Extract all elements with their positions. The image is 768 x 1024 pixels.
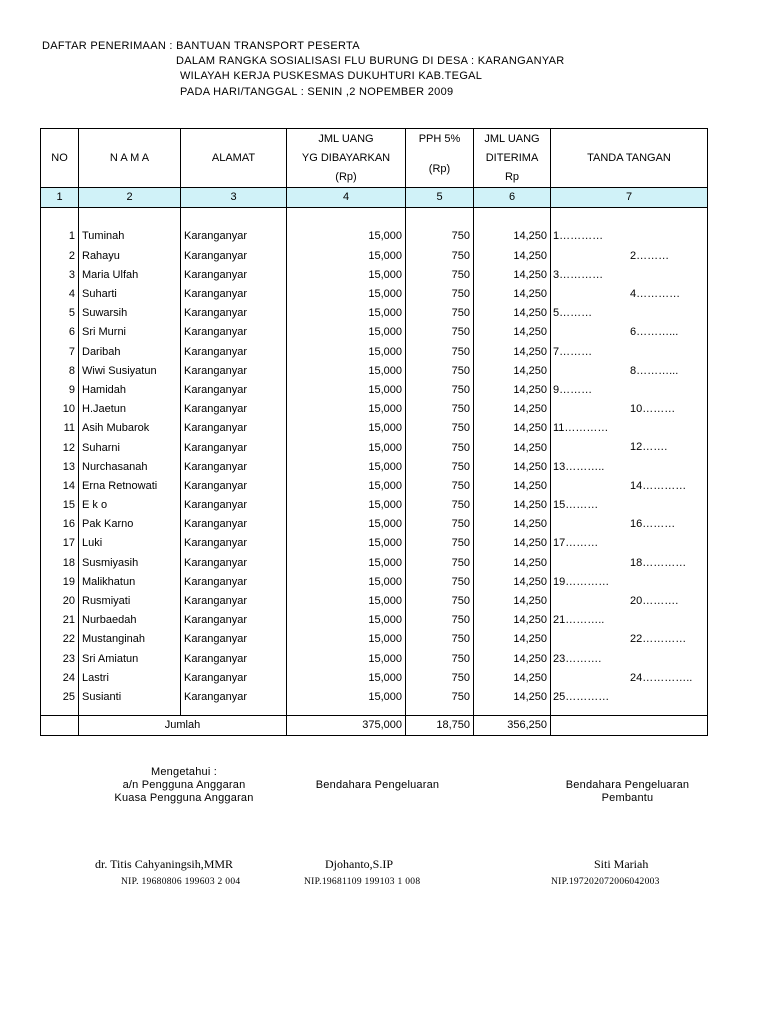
sig-middle-line1: Bendahara Pengeluaran bbox=[315, 779, 440, 791]
cell-pph: 750 bbox=[406, 362, 474, 381]
total-diterima: 356,250 bbox=[474, 716, 551, 736]
cell-no: 18 bbox=[41, 554, 79, 573]
cell-jml: 15,000 bbox=[287, 554, 406, 573]
cell-no: 19 bbox=[41, 573, 79, 592]
signature-slot-right: 22………… bbox=[630, 633, 687, 646]
cell-jml: 15,000 bbox=[287, 285, 406, 304]
cell-jml: 15,000 bbox=[287, 247, 406, 266]
col-header-no: NO bbox=[41, 129, 79, 188]
cell-pph: 750 bbox=[406, 496, 474, 515]
table-row bbox=[41, 669, 708, 688]
cell-pph: 750 bbox=[406, 630, 474, 649]
cell-pph: 750 bbox=[406, 515, 474, 534]
cell-pph: 750 bbox=[406, 400, 474, 419]
cell-pph: 750 bbox=[406, 611, 474, 630]
header-line-4: PADA HARI/TANGGAL : SENIN ,2 NOPEMBER 2009 bbox=[180, 86, 454, 98]
cell-signature bbox=[551, 592, 708, 611]
cell-signature bbox=[551, 534, 708, 553]
cell-no: 8 bbox=[41, 362, 79, 381]
signature-slot-left: 23………. bbox=[553, 652, 602, 665]
cell-diterima: 14,250 bbox=[474, 496, 551, 515]
signature-slot-right: 6………... bbox=[630, 326, 679, 339]
cell-diterima: 14,250 bbox=[474, 592, 551, 611]
cell-pph: 750 bbox=[406, 534, 474, 553]
cell-alamat: Karanganyar bbox=[181, 592, 287, 611]
signature-left-block bbox=[95, 766, 273, 805]
cell-no: 9 bbox=[41, 381, 79, 400]
cell-jml: 15,000 bbox=[287, 381, 406, 400]
spacer-row bbox=[41, 208, 708, 228]
cell-jml: 15,000 bbox=[287, 419, 406, 438]
cell-signature bbox=[551, 381, 708, 400]
cell-diterima: 14,250 bbox=[474, 343, 551, 362]
signature-slot-right: 10……… bbox=[630, 403, 676, 416]
table-body bbox=[41, 208, 708, 716]
cell-alamat: Karanganyar bbox=[181, 419, 287, 438]
cell-signature bbox=[551, 266, 708, 285]
cell-pph: 750 bbox=[406, 688, 474, 707]
cell-signature bbox=[551, 669, 708, 688]
cell-no: 10 bbox=[41, 400, 79, 419]
cell-signature bbox=[551, 458, 708, 477]
cell-jml: 15,000 bbox=[287, 458, 406, 477]
cell-nama: Luki bbox=[79, 534, 181, 553]
cell-nama: Wiwi Susiyatun bbox=[79, 362, 181, 381]
table-row bbox=[41, 266, 708, 285]
cell-diterima: 14,250 bbox=[474, 438, 551, 457]
column-number-row bbox=[41, 188, 708, 208]
cell-diterima: 14,250 bbox=[474, 247, 551, 266]
cell-alamat: Karanganyar bbox=[181, 285, 287, 304]
cell-signature bbox=[551, 477, 708, 496]
cell-signature bbox=[551, 554, 708, 573]
cell-signature bbox=[551, 438, 708, 457]
col-header-nama: N A M A bbox=[79, 129, 181, 188]
table-row bbox=[41, 419, 708, 438]
table-row bbox=[41, 323, 708, 342]
table-row bbox=[41, 362, 708, 381]
cell-signature bbox=[551, 362, 708, 381]
cell-nama: Susmiyasih bbox=[79, 554, 181, 573]
cell-diterima: 14,250 bbox=[474, 266, 551, 285]
cell-alamat: Karanganyar bbox=[181, 669, 287, 688]
signature-slot-left: 21……….. bbox=[553, 614, 605, 627]
signature-slot-right: 4………… bbox=[630, 287, 681, 300]
cell-no: 11 bbox=[41, 419, 79, 438]
cell-alamat: Karanganyar bbox=[181, 458, 287, 477]
signature-slot-left: 19………… bbox=[553, 575, 610, 588]
signature-slot-right: 16……… bbox=[630, 518, 676, 531]
signature-slot-right: 24………….. bbox=[630, 671, 693, 684]
cell-diterima: 14,250 bbox=[474, 515, 551, 534]
col-header-diterima-l1: JML UANG bbox=[484, 133, 540, 145]
cell-signature bbox=[551, 650, 708, 669]
cell-no: 16 bbox=[41, 515, 79, 534]
cell-jml: 15,000 bbox=[287, 266, 406, 285]
cell-signature bbox=[551, 496, 708, 515]
table-row bbox=[41, 477, 708, 496]
cell-nama: Asih Mubarok bbox=[79, 419, 181, 438]
col-number: 4 bbox=[287, 188, 406, 208]
cell-no: 3 bbox=[41, 266, 79, 285]
cell-signature bbox=[551, 304, 708, 323]
sig-right-name: Siti Mariah bbox=[594, 857, 649, 871]
cell-alamat: Karanganyar bbox=[181, 266, 287, 285]
cell-nama: Mustanginah bbox=[79, 630, 181, 649]
table-row bbox=[41, 592, 708, 611]
cell-no: 7 bbox=[41, 343, 79, 362]
cell-alamat: Karanganyar bbox=[181, 343, 287, 362]
signature-slot-right: 20………. bbox=[630, 594, 679, 607]
cell-nama: Nurchasanah bbox=[79, 458, 181, 477]
table-header-row bbox=[41, 129, 708, 188]
col-header-diterima bbox=[474, 129, 551, 188]
cell-nama: Daribah bbox=[79, 343, 181, 362]
cell-alamat: Karanganyar bbox=[181, 247, 287, 266]
signature-slot-left: 17……… bbox=[553, 537, 599, 550]
signature-middle-block bbox=[300, 779, 455, 792]
table-row bbox=[41, 304, 708, 323]
cell-jml: 15,000 bbox=[287, 630, 406, 649]
cell-diterima: 14,250 bbox=[474, 477, 551, 496]
cell-diterima: 14,250 bbox=[474, 227, 551, 246]
cell-diterima: 14,250 bbox=[474, 611, 551, 630]
cell-no: 21 bbox=[41, 611, 79, 630]
table-row bbox=[41, 573, 708, 592]
cell-alamat: Karanganyar bbox=[181, 534, 287, 553]
total-ttd bbox=[551, 716, 708, 736]
cell-alamat: Karanganyar bbox=[181, 400, 287, 419]
table-row bbox=[41, 458, 708, 477]
sig-middle-nip: NIP.19681109 199103 1 008 bbox=[304, 877, 421, 887]
cell-no: 4 bbox=[41, 285, 79, 304]
cell-jml: 15,000 bbox=[287, 669, 406, 688]
signature-slot-left: 3………… bbox=[553, 268, 604, 281]
cell-diterima: 14,250 bbox=[474, 630, 551, 649]
cell-diterima: 14,250 bbox=[474, 554, 551, 573]
sig-left-line1: Mengetahui : bbox=[151, 766, 217, 778]
cell-nama: Hamidah bbox=[79, 381, 181, 400]
cell-diterima: 14,250 bbox=[474, 381, 551, 400]
table-row bbox=[41, 381, 708, 400]
cell-diterima: 14,250 bbox=[474, 458, 551, 477]
cell-pph: 750 bbox=[406, 381, 474, 400]
cell-signature bbox=[551, 400, 708, 419]
cell-jml: 15,000 bbox=[287, 496, 406, 515]
signature-slot-left: 7……… bbox=[553, 345, 593, 358]
cell-pph: 750 bbox=[406, 573, 474, 592]
cell-nama: Suharti bbox=[79, 285, 181, 304]
cell-pph: 750 bbox=[406, 227, 474, 246]
cell-jml: 15,000 bbox=[287, 438, 406, 457]
cell-diterima: 14,250 bbox=[474, 304, 551, 323]
cell-signature bbox=[551, 419, 708, 438]
table-row bbox=[41, 343, 708, 362]
signature-slot-left: 9……… bbox=[553, 383, 593, 396]
signature-slot-left: 11………… bbox=[553, 422, 609, 435]
signature-slot-left: 1………… bbox=[553, 230, 604, 243]
cell-pph: 750 bbox=[406, 650, 474, 669]
sig-right-line1: Bendahara Pengeluaran bbox=[565, 779, 690, 791]
col-number: 2 bbox=[79, 188, 181, 208]
cell-nama: Susianti bbox=[79, 688, 181, 707]
col-header-pph-l1: PPH 5% bbox=[418, 133, 461, 145]
cell-jml: 15,000 bbox=[287, 227, 406, 246]
cell-signature bbox=[551, 611, 708, 630]
cell-signature bbox=[551, 285, 708, 304]
cell-nama: Sri Amiatun bbox=[79, 650, 181, 669]
cell-pph: 750 bbox=[406, 304, 474, 323]
cell-diterima: 14,250 bbox=[474, 669, 551, 688]
cell-nama: Nurbaedah bbox=[79, 611, 181, 630]
cell-signature bbox=[551, 630, 708, 649]
table-row bbox=[41, 554, 708, 573]
table-row bbox=[41, 688, 708, 707]
cell-jml: 15,000 bbox=[287, 611, 406, 630]
cell-alamat: Karanganyar bbox=[181, 362, 287, 381]
cell-jml: 15,000 bbox=[287, 534, 406, 553]
col-header-jml-uang-l3: (Rp) bbox=[335, 171, 357, 183]
signature-slot-right: 2……… bbox=[630, 249, 670, 262]
col-header-diterima-l3: Rp bbox=[504, 171, 520, 183]
cell-nama: Sri Murni bbox=[79, 323, 181, 342]
table-row bbox=[41, 611, 708, 630]
total-jml: 375,000 bbox=[287, 716, 406, 736]
cell-diterima: 14,250 bbox=[474, 285, 551, 304]
cell-no: 2 bbox=[41, 247, 79, 266]
cell-pph: 750 bbox=[406, 592, 474, 611]
col-number: 5 bbox=[406, 188, 474, 208]
cell-jml: 15,000 bbox=[287, 304, 406, 323]
cell-no: 20 bbox=[41, 592, 79, 611]
col-header-jml-uang bbox=[287, 129, 406, 188]
table-row bbox=[41, 630, 708, 649]
cell-jml: 15,000 bbox=[287, 400, 406, 419]
cell-no: 22 bbox=[41, 630, 79, 649]
col-header-pph bbox=[406, 129, 474, 188]
table-row bbox=[41, 650, 708, 669]
cell-nama: E k o bbox=[79, 496, 181, 515]
cell-jml: 15,000 bbox=[287, 515, 406, 534]
cell-no: 25 bbox=[41, 688, 79, 707]
cell-pph: 750 bbox=[406, 458, 474, 477]
cell-pph: 750 bbox=[406, 247, 474, 266]
cell-pph: 750 bbox=[406, 419, 474, 438]
total-label: Jumlah bbox=[79, 716, 287, 736]
cell-jml: 15,000 bbox=[287, 343, 406, 362]
cell-jml: 15,000 bbox=[287, 592, 406, 611]
cell-alamat: Karanganyar bbox=[181, 496, 287, 515]
table-row bbox=[41, 400, 708, 419]
cell-alamat: Karanganyar bbox=[181, 381, 287, 400]
cell-pph: 750 bbox=[406, 477, 474, 496]
cell-jml: 15,000 bbox=[287, 688, 406, 707]
total-pph: 18,750 bbox=[406, 716, 474, 736]
col-header-ttd: TANDA TANGAN bbox=[551, 129, 708, 188]
cell-jml: 15,000 bbox=[287, 477, 406, 496]
signature-slot-left: 15……… bbox=[553, 499, 599, 511]
cell-alamat: Karanganyar bbox=[181, 688, 287, 707]
sig-left-nip: NIP. 19680806 199603 2 004 bbox=[121, 877, 241, 887]
sig-left-name: dr. Titis Cahyaningsih,MMR bbox=[95, 857, 234, 871]
col-header-jml-uang-l2: YG DIBAYARKAN bbox=[301, 152, 391, 164]
cell-signature bbox=[551, 247, 708, 266]
cell-pph: 750 bbox=[406, 554, 474, 573]
signature-slot-right: 14………… bbox=[630, 479, 687, 492]
cell-alamat: Karanganyar bbox=[181, 323, 287, 342]
cell-nama: Pak Karno bbox=[79, 515, 181, 534]
col-header-jml-uang-l1: JML UANG bbox=[318, 133, 374, 145]
cell-diterima: 14,250 bbox=[474, 688, 551, 707]
cell-nama: H.Jaetun bbox=[79, 400, 181, 419]
cell-alamat: Karanganyar bbox=[181, 630, 287, 649]
cell-signature bbox=[551, 515, 708, 534]
sig-right-nip: NIP.197202072006042003 bbox=[551, 877, 660, 887]
sig-right-line2: Pembantu bbox=[601, 792, 654, 804]
table-row bbox=[41, 285, 708, 304]
cell-no: 14 bbox=[41, 477, 79, 496]
cell-signature bbox=[551, 688, 708, 707]
cell-nama: Tuminah bbox=[79, 227, 181, 246]
col-number: 3 bbox=[181, 188, 287, 208]
header-line-2: DALAM RANGKA SOSIALISASI FLU BURUNG DI DESA : KARANGANYAR bbox=[176, 55, 565, 67]
cell-alamat: Karanganyar bbox=[181, 573, 287, 592]
cell-nama: Rahayu bbox=[79, 247, 181, 266]
cell-nama: Rusmiyati bbox=[79, 592, 181, 611]
sig-left-line3: Kuasa Pengguna Anggaran bbox=[114, 792, 254, 804]
cell-no: 15 bbox=[41, 496, 79, 515]
cell-no: 1 bbox=[41, 227, 79, 246]
signature-slot-right: 8………... bbox=[630, 364, 679, 377]
cell-signature bbox=[551, 227, 708, 246]
cell-nama: Maria Ulfah bbox=[79, 266, 181, 285]
cell-diterima: 14,250 bbox=[474, 650, 551, 669]
cell-no: 12 bbox=[41, 438, 79, 457]
header-line-1: DAFTAR PENERIMAAN : BANTUAN TRANSPORT PESERTA bbox=[42, 40, 360, 52]
sig-middle-name: Djohanto,S.IP bbox=[325, 857, 394, 871]
cell-pph: 750 bbox=[406, 285, 474, 304]
table-row bbox=[41, 515, 708, 534]
cell-alamat: Karanganyar bbox=[181, 438, 287, 457]
cell-signature bbox=[551, 343, 708, 362]
cell-no: 17 bbox=[41, 534, 79, 553]
recipient-table bbox=[40, 128, 708, 736]
cell-signature bbox=[551, 323, 708, 342]
cell-signature bbox=[551, 573, 708, 592]
signature-right-block bbox=[550, 779, 705, 805]
cell-alamat: Karanganyar bbox=[181, 227, 287, 246]
table-row bbox=[41, 247, 708, 266]
cell-diterima: 14,250 bbox=[474, 573, 551, 592]
cell-pph: 750 bbox=[406, 438, 474, 457]
cell-diterima: 14,250 bbox=[474, 362, 551, 381]
cell-alamat: Karanganyar bbox=[181, 554, 287, 573]
signature-slot-right: 12……. bbox=[630, 441, 668, 454]
col-header-diterima-l2: DITERIMA bbox=[485, 152, 539, 164]
cell-diterima: 14,250 bbox=[474, 400, 551, 419]
cell-jml: 15,000 bbox=[287, 650, 406, 669]
table-row bbox=[41, 227, 708, 246]
signature-slot-left: 13……….. bbox=[553, 460, 605, 473]
signature-slot-left: 5……… bbox=[553, 307, 593, 320]
col-header-pph-l2: (Rp) bbox=[428, 163, 451, 175]
cell-pph: 750 bbox=[406, 343, 474, 362]
cell-diterima: 14,250 bbox=[474, 419, 551, 438]
cell-diterima: 14,250 bbox=[474, 323, 551, 342]
cell-no: 6 bbox=[41, 323, 79, 342]
table-row bbox=[41, 534, 708, 553]
cell-jml: 15,000 bbox=[287, 362, 406, 381]
total-row bbox=[41, 716, 708, 736]
col-number: 6 bbox=[474, 188, 551, 208]
cell-nama: Suwarsih bbox=[79, 304, 181, 323]
sig-left-line2: a/n Pengguna Anggaran bbox=[122, 779, 246, 791]
cell-no: 23 bbox=[41, 650, 79, 669]
table-row bbox=[41, 438, 708, 457]
cell-no: 13 bbox=[41, 458, 79, 477]
cell-alamat: Karanganyar bbox=[181, 515, 287, 534]
cell-nama: Suharni bbox=[79, 438, 181, 457]
cell-alamat: Karanganyar bbox=[181, 304, 287, 323]
spacer-row bbox=[41, 707, 708, 716]
cell-diterima: 14,250 bbox=[474, 534, 551, 553]
cell-jml: 15,000 bbox=[287, 573, 406, 592]
cell-alamat: Karanganyar bbox=[181, 477, 287, 496]
cell-no: 5 bbox=[41, 304, 79, 323]
cell-pph: 750 bbox=[406, 669, 474, 688]
col-header-alamat: ALAMAT bbox=[181, 129, 287, 188]
cell-nama: Malikhatun bbox=[79, 573, 181, 592]
table-row bbox=[41, 496, 708, 515]
cell-nama: Erna Retnowati bbox=[79, 477, 181, 496]
header-line-3: WILAYAH KERJA PUSKESMAS DUKUHTURI KAB.TEGAL bbox=[180, 70, 483, 82]
cell-no: 24 bbox=[41, 669, 79, 688]
col-number: 1 bbox=[41, 188, 79, 208]
cell-pph: 750 bbox=[406, 323, 474, 342]
signature-slot-right: 18………… bbox=[630, 556, 687, 569]
cell-pph: 750 bbox=[406, 266, 474, 285]
cell-nama: Lastri bbox=[79, 669, 181, 688]
col-number: 7 bbox=[551, 188, 708, 208]
signature-slot-left: 25………… bbox=[553, 690, 610, 703]
cell-alamat: Karanganyar bbox=[181, 650, 287, 669]
cell-jml: 15,000 bbox=[287, 323, 406, 342]
cell-alamat: Karanganyar bbox=[181, 611, 287, 630]
